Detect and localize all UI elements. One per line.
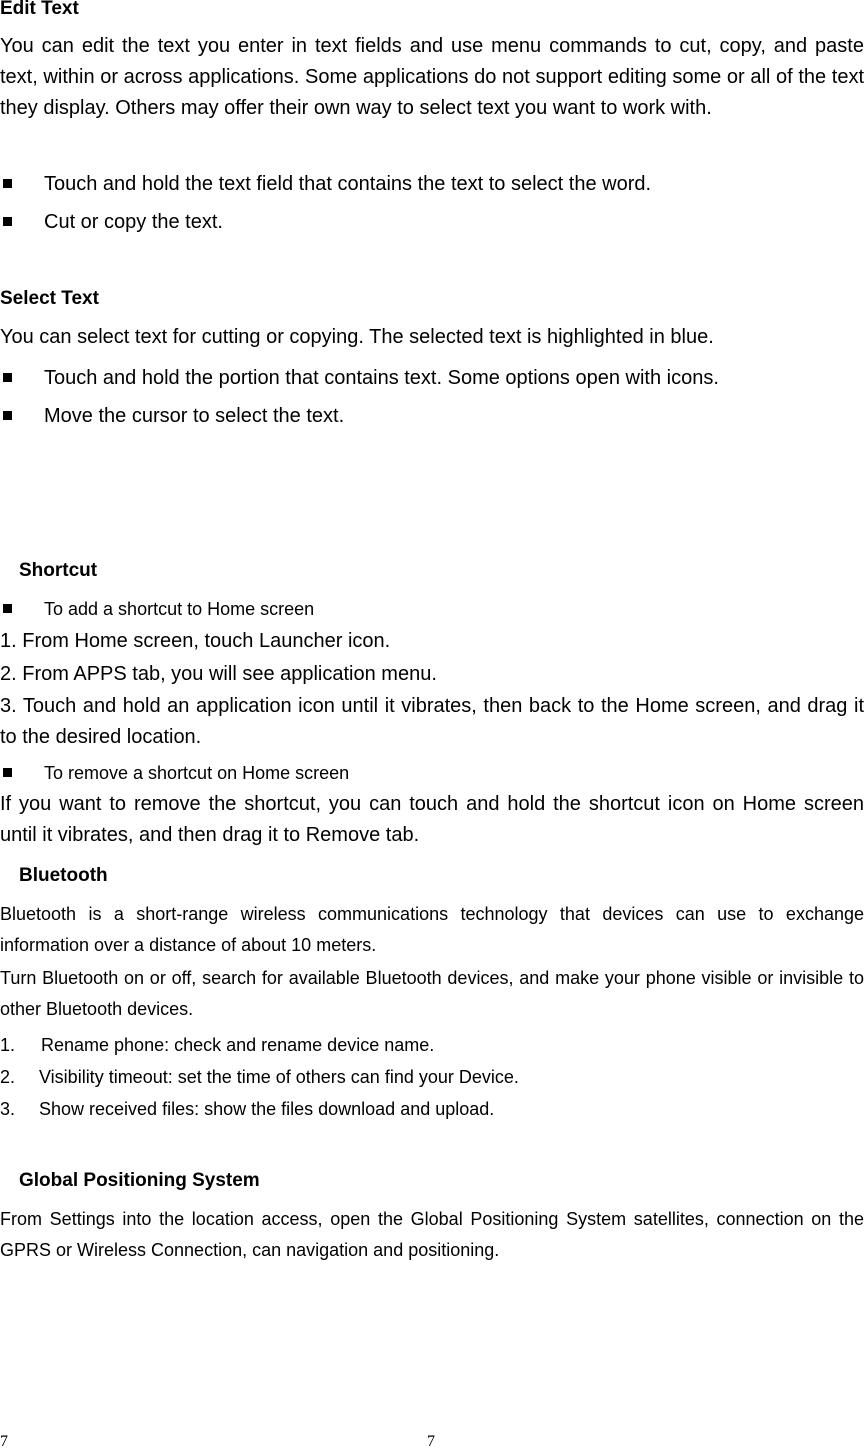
bluetooth-paragraph-1: Bluetooth is a short-range wireless communications technology that devices can use to exchange information over a distance of about 10 meters. [0,904,864,955]
shortcut-step-1: 1. From Home screen, touch Launcher icon. [0,630,391,652]
heading-gps: Global Positioning System [19,1170,260,1191]
shortcut-remove-paragraph: If you want to remove the shortcut, you can touch and hold the shortcut icon on Home screen until it vibrates, and then drag it to Remove tab. [0,793,864,846]
select-text-paragraph: You can select text for cutting or copying. The selected text is highlighted in blue. [0,326,714,348]
bullet-square-icon [3,217,12,226]
document-page: Edit Text You can edit the text you enter in text fields and use menu commands to cut, copy, and paste text, within or across applications. Some applications do not support editing some or all of the text they display. Others may offer their own way to select text you want to work with. Touch and hold the text field that contains the text to select the word. Cut or copy the text. Select Text You can select text for cutting or copying. The selected text is highlighted in blue. Touch and hold the portion that contains text. Some options open with icons. Move the cursor to select the text. Shortcut To add a shortcut to Home screen 1. From Home screen, touch Launcher icon. 2. From APPS tab, you will see application menu. 3. Touch and hold an application icon until it vibrates, then back to the Home screen, and drag it to the desired location. To remove a shortcut on Home screen If you want to remove the shortcut, you can touch and hold the shortcut icon on Home screen until it vibrates, and then drag it to Remove tab. Bluetooth Bluetooth is a short-range wireless communications technology that devices can use to exchange information over a distance of about 10 meters. Turn Bluetooth on or off, search for available Bluetooth devices, and make your phone visible or invisible to other Bluetooth devices. 1. Rename phone: check and rename device name. 2. Visibility timeout: set the time of others can find your Device. 3. Show received files: show the files download and upload. Global Positioning System From Settings into the location access, open the Global Positioning System satellites, connection on the GPRS or Wireless Connection, can navigation and positioning. 7 7 [0,0,864,1450]
bullet-square-icon [3,411,12,420]
shortcut-step-2: 2. From APPS tab, you will see application menu. [0,663,437,685]
heading-select-text: Select Text [0,288,99,309]
bullet-square-icon [3,373,12,382]
page-number-left: 7 [0,1433,8,1450]
heading-edit-text: Edit Text [0,0,79,19]
bluetooth-paragraph-2: Turn Bluetooth on or off, search for available Bluetooth devices, and make your phone visible or invisible to other Bluetooth devices. [0,968,864,1019]
bullet-square-icon [3,768,12,777]
edit-text-paragraph: You can edit the text you enter in text fields and use menu commands to cut, copy, and paste text, within or across applications. Some applications do not support editing some or all of the text they display. Others may offer their own way to select text you want to work with. [0,35,864,119]
bullet-square-icon [3,604,12,613]
heading-shortcut: Shortcut [19,560,98,581]
heading-bluetooth: Bluetooth [19,865,108,886]
gps-paragraph: From Settings into the location access, open the Global Positioning System satellites, connection on the GPRS or Wireless Connection, can navigation and positioning. [0,1209,864,1260]
shortcut-step-3: 3. Touch and hold an application icon until it vibrates, then back to the Home screen, and drag it to the desired location. [0,695,864,748]
bullet-square-icon [3,179,12,188]
page-number-center: 7 [427,1433,435,1450]
